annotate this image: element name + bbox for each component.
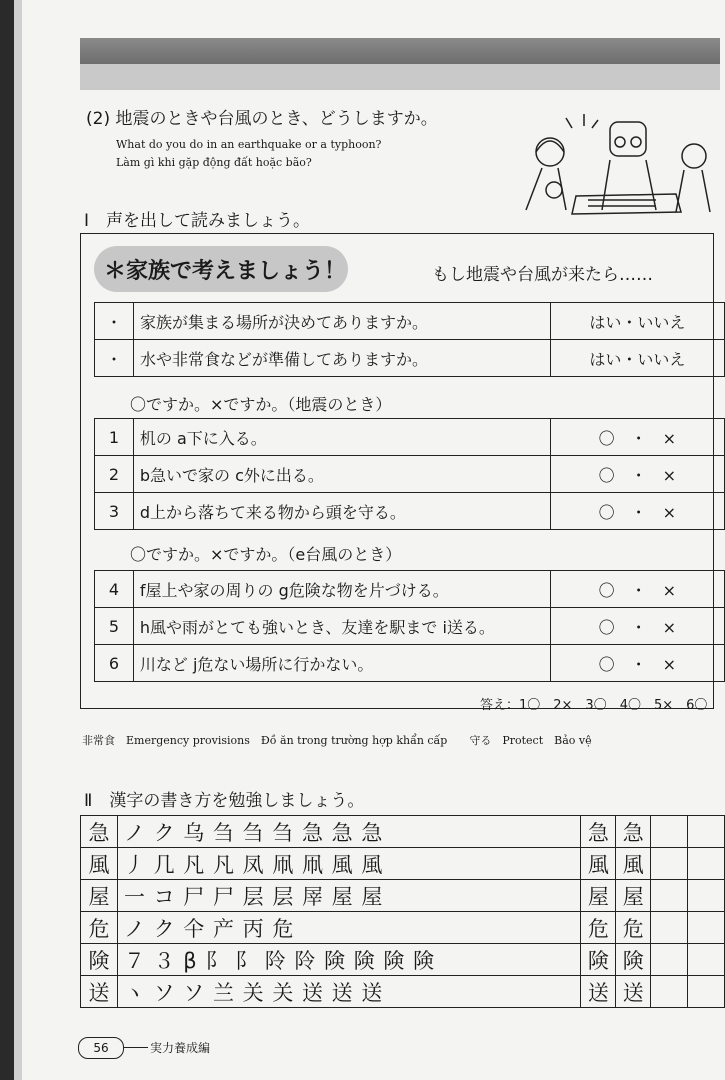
practice-model: 屋 — [581, 880, 616, 912]
item-text: b急いで家の c外に出る。 — [133, 456, 550, 493]
table-row — [95, 645, 725, 682]
answer-choice[interactable]: はい・いいえ — [550, 303, 724, 340]
header-band-light — [80, 64, 720, 90]
kanji-char: 風 — [81, 848, 118, 880]
table-row — [95, 419, 725, 456]
english-translation: What do you do in an earthquake or a typhoon? — [116, 138, 382, 151]
kanji-char: 危 — [81, 912, 118, 944]
kanji-row — [81, 880, 725, 912]
table-row — [95, 340, 725, 377]
item-text: h風や雨がとても強いとき、友達を駅まで i送る。 — [133, 608, 550, 645]
item-number: 1 — [95, 419, 134, 456]
footer-label: 実力養成編 — [150, 1041, 211, 1055]
practice-box[interactable] — [688, 976, 725, 1008]
item-text: f屋上や家の周りの g危険な物を片づける。 — [133, 571, 550, 608]
answer-choice[interactable]: 〇 ・ × — [550, 571, 724, 608]
family-pill: ＊家族で考えましょう！ — [94, 246, 348, 292]
practice-model: 険 — [581, 944, 616, 976]
page-edge — [14, 0, 22, 1080]
practice-model: 送 — [616, 976, 651, 1008]
practice-box[interactable] — [651, 912, 688, 944]
practice-box[interactable] — [688, 880, 725, 912]
item-text: 机の a下に入る。 — [133, 419, 550, 456]
practice-box[interactable] — [651, 976, 688, 1008]
book-spine — [0, 0, 14, 1080]
section-2-title: Ⅱ 漢字の書き方を勉強しましょう。 — [84, 791, 365, 811]
answer-choice[interactable]: 〇 ・ × — [550, 645, 724, 682]
kanji-char: 急 — [81, 816, 118, 848]
table-row — [95, 303, 725, 340]
practice-model: 送 — [581, 976, 616, 1008]
kanji-row — [81, 976, 725, 1008]
row-text: 家族が集まる場所が決めてありますか。 — [133, 303, 550, 340]
practice-box[interactable] — [688, 848, 725, 880]
question-2: (2) 地震のときや台風のとき、どうしますか。 — [86, 109, 438, 129]
glossary: 非常食 Emergency provisions Đồ ăn trong trường hợp khẩn cấp 守る Protect Bảo vệ — [82, 734, 592, 747]
row-bullet: ・ — [95, 303, 134, 340]
answer-choice[interactable]: 〇 ・ × — [550, 419, 724, 456]
kanji-char: 険 — [81, 944, 118, 976]
footer-divider — [124, 1047, 148, 1048]
kanji-row — [81, 816, 725, 848]
item-number: 6 — [95, 645, 134, 682]
practice-model: 風 — [581, 848, 616, 880]
practice-model: 危 — [616, 912, 651, 944]
section-1-title: Ⅰ 声を出して読みましょう。 — [84, 211, 311, 231]
family-table — [94, 302, 725, 377]
item-number: 3 — [95, 493, 134, 530]
answer-choice[interactable]: 〇 ・ × — [550, 608, 724, 645]
family-illustration — [506, 112, 718, 224]
table-row — [95, 608, 725, 645]
table-row — [95, 571, 725, 608]
answer-choice[interactable]: はい・いいえ — [550, 340, 724, 377]
row-text: 水や非常食などが準備してありますか。 — [133, 340, 550, 377]
kanji-practice-table — [80, 815, 725, 1008]
answer-choice[interactable]: 〇 ・ × — [550, 493, 724, 530]
stroke-order: 丿 几 凡 凡 凤 凧 凧 風 風 — [117, 848, 580, 880]
kanji-char: 屋 — [81, 880, 118, 912]
practice-model: 急 — [616, 816, 651, 848]
item-number: 2 — [95, 456, 134, 493]
stroke-order: ノ ク 仐 产 丙 危 — [117, 912, 580, 944]
practice-box[interactable] — [651, 880, 688, 912]
answer-choice[interactable]: 〇 ・ × — [550, 456, 724, 493]
practice-box[interactable] — [651, 848, 688, 880]
table-row — [95, 456, 725, 493]
answer-key: 答え：1〇 2× 3〇 4〇 5× 6〇 — [480, 698, 708, 713]
subquestion-earthquake: 〇ですか。×ですか。（地震のとき） — [130, 395, 392, 414]
practice-box[interactable] — [688, 944, 725, 976]
stroke-order: 一 コ 尸 尸 层 层 屖 屋 屋 — [117, 880, 580, 912]
stroke-order: ヽ ソ ソ 兰 关 关 送 送 送 — [117, 976, 580, 1008]
stroke-order: ７ ３ β 阝 阝 阾 阾 険 険 険 険 — [117, 944, 580, 976]
item-text: d上から落ちて来る物から頭を守る。 — [133, 493, 550, 530]
practice-box[interactable] — [651, 816, 688, 848]
practice-box[interactable] — [688, 912, 725, 944]
vietnamese-translation: Làm gì khi gặp động đất hoặc bão? — [116, 156, 312, 169]
practice-model: 急 — [581, 816, 616, 848]
kanji-row — [81, 912, 725, 944]
earthquake-table — [94, 418, 725, 530]
stroke-order: ノ ク 乌 刍 刍 刍 急 急 急 — [117, 816, 580, 848]
item-number: 5 — [95, 608, 134, 645]
practice-box[interactable] — [688, 816, 725, 848]
practice-model: 危 — [581, 912, 616, 944]
header-band — [80, 38, 720, 64]
kanji-char: 送 — [81, 976, 118, 1008]
item-number: 4 — [95, 571, 134, 608]
typhoon-table — [94, 570, 725, 682]
kanji-row — [81, 848, 725, 880]
practice-model: 風 — [616, 848, 651, 880]
row-bullet: ・ — [95, 340, 134, 377]
subquestion-typhoon: 〇ですか。×ですか。（e台風のとき） — [130, 545, 402, 564]
page-number: 56 — [78, 1037, 124, 1059]
item-text: 川など j危ない場所に行かない。 — [133, 645, 550, 682]
kanji-row — [81, 944, 725, 976]
practice-box[interactable] — [651, 944, 688, 976]
pill-side-title: もし地震や台風が来たら…… — [432, 265, 653, 285]
practice-model: 険 — [616, 944, 651, 976]
practice-model: 屋 — [616, 880, 651, 912]
table-row — [95, 493, 725, 530]
